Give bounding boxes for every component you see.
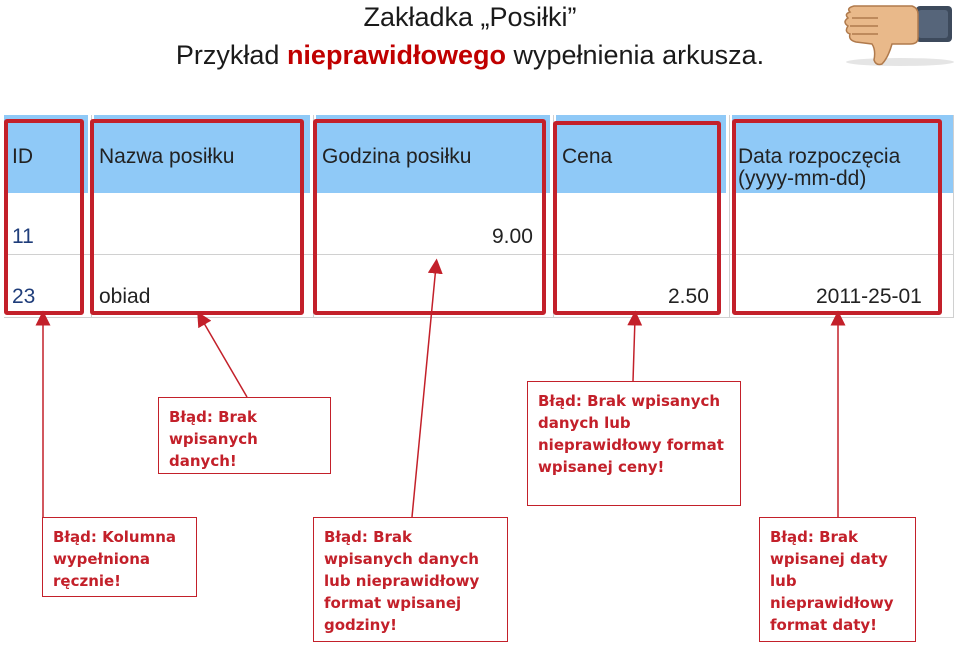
cell-godzina-row1[interactable]: 9.00 [492,225,533,248]
callout-cena: Błąd: Brak wpisanych danych lub nieprawidłowy format wpisanej ceny! [527,381,741,506]
header-data-format: (yyyy-mm-dd) [738,167,867,190]
cell-nazwa-row2[interactable]: obiad [99,285,151,308]
arrow-godzina [412,266,436,517]
subtitle-suffix: wypełnienia arkusza. [505,40,765,70]
header-nazwa: Nazwa posiłku [99,145,235,168]
header-cena: Cena [562,145,613,168]
header-id: ID [12,145,33,168]
header-godzina: Godzina posiłku [322,145,472,168]
cell-id-row2[interactable]: 23 [12,285,36,308]
cell-data-row2[interactable]: 2011-25-01 [816,285,922,308]
subtitle-highlight: nieprawidłowego [286,40,506,70]
callout-godzina: Błąd: Brak wpisanych danych lub nieprawidłowy format wpisanej godziny! [313,517,508,642]
header-data: Data rozpoczęcia [738,145,901,168]
cell-cena-row2[interactable]: 2.50 [668,285,709,308]
callout-nazwa: Błąd: Brak wpisanych danych! [158,397,331,474]
cell-id-row1[interactable]: 11 [12,225,34,248]
subtitle-prefix: Przykład [175,40,287,70]
arrow-nazwa [201,318,247,397]
slide-title: Zakładka „Posiłki” [363,2,577,32]
callout-id: Błąd: Kolumna wypełniona ręcznie! [42,517,197,597]
callout-data: Błąd: Brak wpisanej daty lub nieprawidłowy format daty! [759,517,916,642]
arrow-cena [633,318,635,381]
